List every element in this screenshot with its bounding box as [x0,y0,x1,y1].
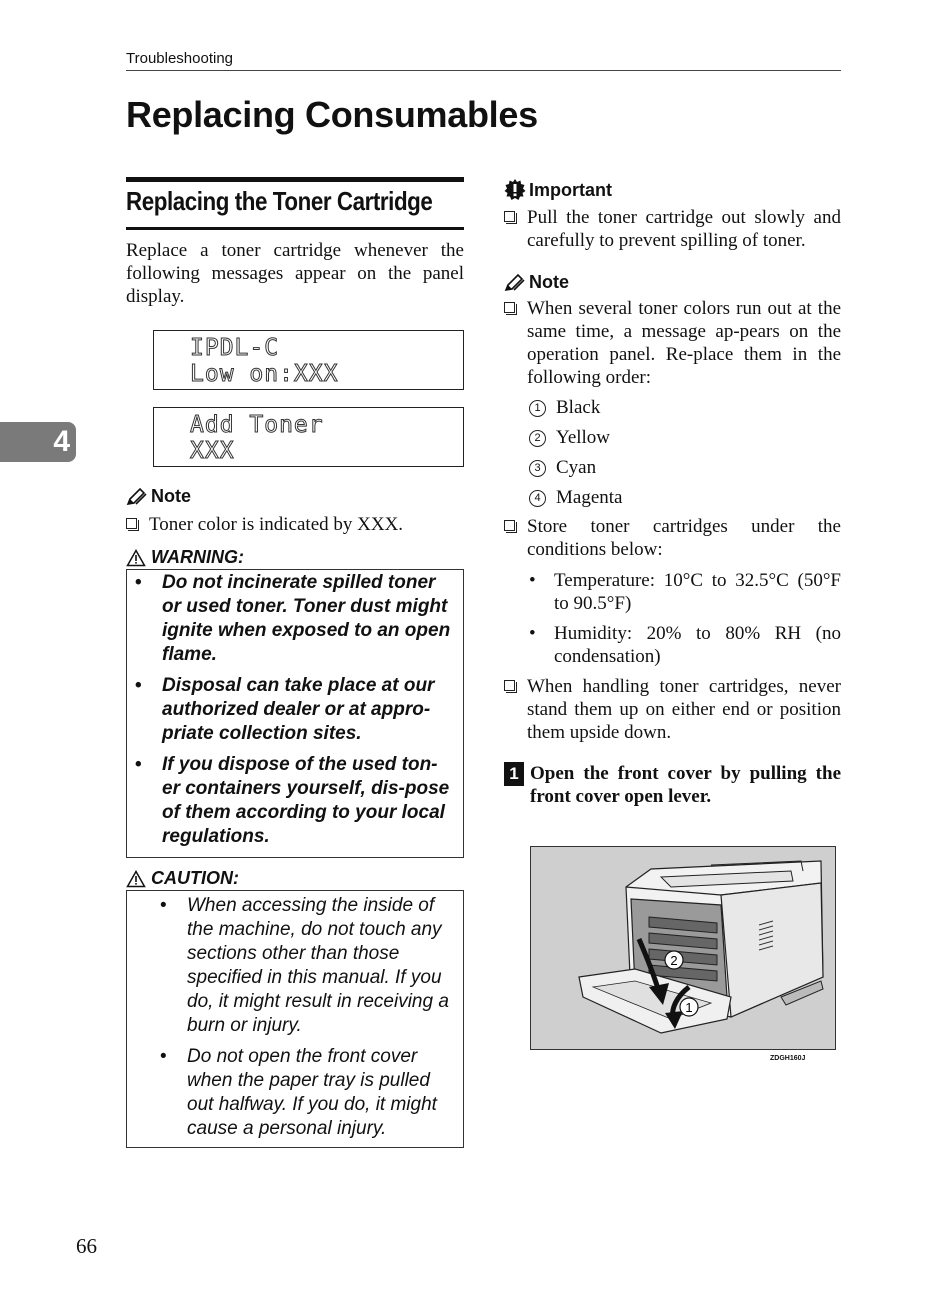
toner-order-item [529,393,841,423]
order-number: 3 [529,460,546,477]
note-item [504,675,841,744]
toner-order-item [529,483,841,513]
note-item-text: When several toner colors run out at the same time, a message ap-pears on the operation panel. Re-place them in the following order: [527,298,841,388]
lcd-display-add-toner [153,407,464,467]
left-note [126,486,464,536]
caution-heading-label: CAUTION: [151,868,239,888]
order-number: 4 [529,490,546,507]
warning-item: • Disposal can take place at our authorized dealer or at appro-priate collection sites. [135,675,435,744]
lcd-display-low-toner [153,330,464,390]
page-number: 66 [76,1234,97,1258]
checkbox-bullet-icon [504,211,515,222]
toner-order-list [504,393,841,513]
figure-id: ZDGH160J [770,1055,806,1062]
warning-heading [126,547,244,568]
page-title: Replacing Consumables [126,94,538,135]
order-label: Magenta [556,487,623,508]
lcd-line: IPDL-C [190,335,280,361]
order-number: 1 [529,400,546,417]
checkbox-bullet-icon [504,302,515,313]
right-column [504,178,841,808]
order-label: Black [556,397,601,418]
note-item-text: Toner color is indicated by XXX. [149,514,404,535]
important-heading-label: Important [529,179,612,200]
checkbox-bullet-icon [504,520,515,531]
note-heading [126,486,464,507]
section-title: Replacing the Toner Cartridge [126,186,433,216]
chapter-tab: 4 [0,422,76,462]
checkbox-bullet-icon [126,518,137,529]
step-number: 1 [504,762,524,786]
header-rule [126,70,841,71]
important-icon [504,178,526,202]
important-item [504,206,841,252]
storage-conditions [504,569,841,668]
checkbox-bullet-icon [504,680,515,691]
note-item-text: When handling toner cartridges, never stand them up on either end or position them upside down. [527,676,841,743]
warning-item: • Do not incinerate spilled toner or used toner. Toner dust might ignite when exposed to an open flame. [135,572,451,665]
note-heading-label: Note [151,486,191,506]
caution-heading [126,868,239,889]
order-label: Cyan [556,457,597,478]
warning-item: • If you dispose of the used ton-er containers yourself, dis-pose of them according to your local regulations. [135,754,450,847]
pencil-icon [504,274,526,292]
section-rule-top [126,177,464,182]
warning-box [126,569,464,858]
toner-order-item [529,453,841,483]
printer-illustration [530,846,836,1050]
order-number: 2 [529,430,546,447]
step-text: Open the front cover by pulling the front cover open lever. [530,763,841,807]
note-item [504,515,841,561]
right-note-heading [504,272,841,293]
condition-item: • Humidity: 20% to 80% RH (no condensation) [529,623,841,667]
note-heading-label: Note [529,272,569,292]
running-head: Troubleshooting [126,50,234,67]
step-1 [504,762,841,808]
condition-item: • Temperature: 10°C to 32.5°C (50°F to 90.5°F) [529,570,841,614]
order-label: Yellow [556,427,611,448]
caution-item: • Do not open the front cover when the paper tray is pulled out halfway. If you do, it might cause a personal injury. [160,1046,437,1139]
lcd-line: Low on:XXX [190,361,339,387]
lcd-line: Add Toner [190,412,324,438]
caution-item: • When accessing the inside of the machine, do not touch any sections other than those specified in this manual. If you do, it might result in receiving a burn or injury. [160,895,449,1036]
toner-order-item [529,423,841,453]
important-heading [504,178,841,202]
pencil-icon [126,488,148,506]
section-rule-bottom [126,227,464,230]
note-item [504,297,841,389]
caution-triangle-icon [126,870,146,888]
callout-1: 1 [685,1000,693,1015]
warning-triangle-icon [126,549,146,567]
note-item-text: Store toner cartridges under the conditions below: [527,516,841,560]
note-item [126,513,464,536]
caution-box [126,890,464,1148]
printer-front-cover-icon [531,847,836,1050]
callout-2: 2 [670,953,678,968]
warning-heading-label: WARNING: [151,547,244,567]
important-item-text: Pull the toner cartridge out slowly and carefully to prevent spilling of toner. [527,207,841,251]
lcd-line: XXX [190,438,235,464]
intro-paragraph: Replace a toner cartridge whenever the following messages appear on the panel display. [126,240,464,307]
